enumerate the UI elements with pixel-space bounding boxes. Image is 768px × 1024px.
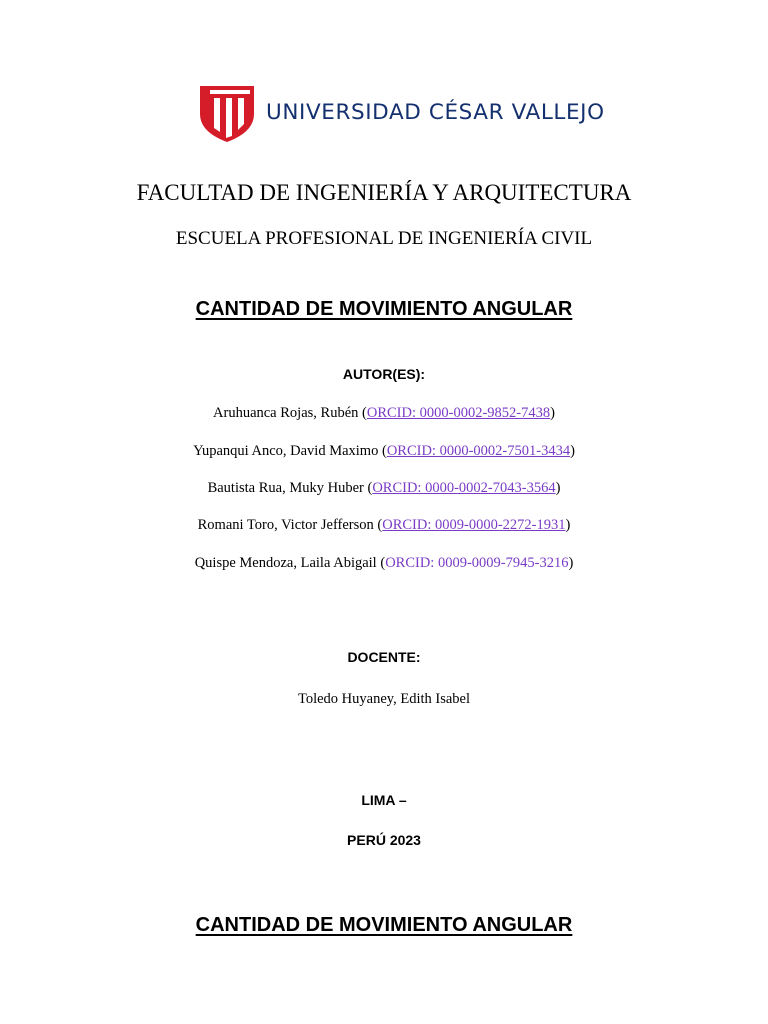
country-year-label: PERÚ 2023 <box>347 832 421 848</box>
authors-label: AUTOR(ES): <box>342 366 426 382</box>
orcid-link[interactable]: ORCID: 0009-0009-7945-3216 <box>385 555 569 571</box>
paren-open: ( <box>378 443 387 459</box>
university-name: UNIVERSIDAD CÉSAR VALLEJO <box>266 100 605 125</box>
author-name: Bautista Rua, Muky Huber <box>207 480 364 496</box>
paren-close: ) <box>550 405 555 421</box>
document-title: CANTIDAD DE MOVIMIENTO ANGULAR <box>195 298 573 320</box>
paren-close: ) <box>568 555 574 571</box>
docente-name: Toledo Huyaney, Edith Isabel <box>298 691 470 707</box>
university-shield-icon <box>200 84 254 144</box>
paren-close: ) <box>570 443 575 459</box>
city-label: LIMA – <box>361 792 407 808</box>
paren-close: ) <box>555 480 561 496</box>
paren-close: ) <box>565 517 571 533</box>
author-line <box>0 517 768 534</box>
paren-open: ( <box>373 517 383 533</box>
orcid-link[interactable]: ORCID: 0000-0002-9852-7438 <box>366 405 551 421</box>
paren-open: ( <box>363 480 373 496</box>
university-logo <box>200 84 605 144</box>
paren-open: ( <box>358 405 367 421</box>
author-line <box>0 443 768 460</box>
paren-open: ( <box>376 555 386 571</box>
orcid-link[interactable]: ORCID: 0000-0002-7043-3564 <box>372 480 556 496</box>
author-name: Romani Toro, Victor Jefferson <box>197 517 374 533</box>
orcid-link[interactable]: ORCID: 0009-0000-2272-1931 <box>382 517 566 533</box>
section-title: CANTIDAD DE MOVIMIENTO ANGULAR <box>195 914 573 936</box>
school-name: ESCUELA PROFESIONAL DE INGENIERÍA CIVIL <box>175 228 593 249</box>
author-name: Aruhuanca Rojas, Rubén <box>213 405 359 421</box>
author-line <box>0 480 768 497</box>
docente-label: DOCENTE: <box>347 649 421 665</box>
orcid-link[interactable]: ORCID: 0000-0002-7501-3434 <box>386 443 571 459</box>
author-line <box>0 555 768 572</box>
author-name: Quispe Mendoza, Laila Abigail <box>194 555 377 571</box>
author-line <box>0 405 768 422</box>
faculty-name: FACULTAD DE INGENIERÍA Y ARQUITECTURA <box>136 180 632 205</box>
author-name: Yupanqui Anco, David Maximo <box>193 443 379 459</box>
